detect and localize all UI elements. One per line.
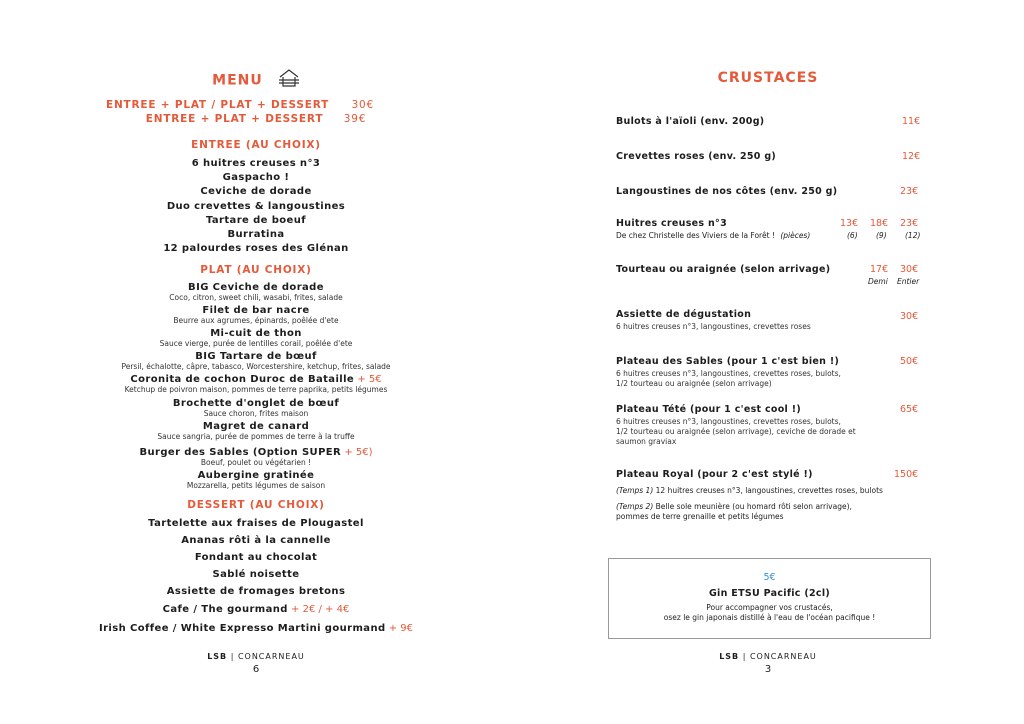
crustace-price: 30€ (900, 264, 919, 275)
formula-1 (0, 99, 496, 111)
entree-section-title: ENTREE (AU CHOIX) (191, 139, 321, 151)
crustace-desc: pommes de terre grenaille et petits légumes (616, 512, 784, 521)
crustaces-title: CRUSTACES (717, 70, 819, 86)
temps-text: Belle sole meunière (ou homard rôti selon arrivage), (655, 502, 852, 511)
pieces-count: (12) (905, 231, 921, 240)
dessert-item: Assiette de fromages bretons (166, 586, 346, 597)
dessert-item-row (0, 604, 512, 615)
crustace-price: 23€ (900, 218, 919, 229)
plat-item: Brochette d'onglet de bœuf (172, 398, 340, 409)
crustace-desc (616, 502, 852, 511)
menu-page-right (512, 0, 1024, 724)
formula-2-label: ENTREE + PLAT + DESSERT (145, 113, 324, 125)
dessert-item: Fondant au chocolat (194, 552, 318, 563)
plat-supplement: + 5€) (344, 447, 373, 458)
plat-desc: Ketchup de poivron maison, pommes de terre paprika, petits légumes (124, 385, 388, 394)
formula-2 (0, 113, 512, 125)
crustace-desc (616, 486, 883, 495)
pieces-label: (pièces) (780, 231, 811, 240)
entree-item: Ceviche de dorade (200, 186, 312, 197)
plat-desc: Sauce vierge, purée de lentilles corail, poêlée d'ete (159, 339, 353, 348)
pieces-count: (9) (876, 231, 887, 240)
gin-price: 5€ (763, 572, 776, 583)
crustace-desc (616, 231, 810, 240)
size-label: Demi (868, 277, 888, 286)
entree-item: Tartare de boeuf (205, 215, 307, 226)
gin-line: Pour accompagner vos crustacés, (706, 603, 833, 612)
plat-item: Burger des Sables (Option SUPER (139, 447, 342, 458)
plat-section-title: PLAT (AU CHOIX) (200, 264, 312, 276)
gin-name: Gin ETSU Pacific (2cl) (708, 588, 831, 599)
plat-item-row (0, 447, 512, 458)
dessert-item: Sablé noisette (212, 569, 300, 580)
crustace-price: 17€ (870, 264, 889, 275)
entree-item: 6 huitres creuses n°3 (191, 158, 321, 169)
crustace-price: 12€ (902, 151, 921, 162)
plat-desc: Beurre aux agrumes, épinards, poêlée d'ete (173, 316, 339, 325)
crustace-item: Bulots à l'aïoli (env. 200g) (616, 116, 765, 127)
menu-title-row (0, 68, 512, 92)
plat-desc: Sauce sangria, purée de pommes de terre à la truffe (157, 432, 355, 441)
dessert-item: Irish Coffee / White Expresso Martini gourmand (98, 623, 386, 634)
plat-item: BIG Ceviche de dorade (188, 282, 324, 293)
formula-1-price: 30€ (351, 99, 375, 111)
crustace-desc: 6 huitres creuses n°3, langoustines, crevettes roses, bulots, (616, 369, 841, 378)
crustace-price: 150€ (894, 469, 919, 480)
footer-brand-name: LSB (719, 652, 740, 661)
plat-supplement: + 5€ (357, 374, 382, 385)
crustace-price: 30€ (900, 311, 919, 322)
menu-title: MENU (212, 72, 263, 89)
formula-1-label: ENTREE + PLAT / PLAT + DESSERT (105, 99, 330, 111)
temps-label: (Temps 1) (616, 486, 654, 495)
plat-desc: Sauce choron, frites maison (203, 409, 309, 418)
crustace-item: Tourteau ou araignée (selon arrivage) (616, 264, 831, 275)
house-icon (278, 68, 300, 92)
plat-desc: Coco, citron, sweet chili, wasabi, frites, salade (169, 293, 343, 302)
plat-item: Filet de bar nacre (202, 305, 310, 316)
crustace-price: 23€ (900, 186, 919, 197)
crustace-price: 50€ (900, 356, 919, 367)
dessert-item-row (0, 623, 512, 634)
plat-desc: Boeuf, poulet ou végétarien ! (200, 458, 312, 467)
gin-line: osez le gin japonais distillé à l'eau de l'océan pacifique ! (663, 613, 876, 622)
dessert-supplement: + 2€ / + 4€ (291, 604, 350, 615)
footer-place: CONCARNEAU (237, 652, 305, 661)
crustace-item: Plateau Royal (pour 2 c'est stylé !) (616, 469, 813, 480)
dessert-item: Cafe / The gourmand (162, 604, 288, 615)
entree-item: Burratina (227, 229, 285, 240)
plat-item: Magret de canard (202, 421, 310, 432)
footer-brand: LSB | CONCARNEAU (719, 652, 817, 661)
plat-item: Mi-cuit de thon (210, 328, 302, 339)
footer-brand-name: LSB (207, 652, 228, 661)
size-label: Entier (897, 277, 920, 286)
crustace-price: 18€ (870, 218, 889, 229)
temps-label: (Temps 2) (616, 502, 654, 511)
crustace-price: 11€ (902, 116, 921, 127)
temps-text: 12 huitres creuses n°3, langoustines, crevettes roses, bulots (655, 486, 883, 495)
plat-item: BIG Tartare de bœuf (195, 351, 317, 362)
plat-desc: Mozzarella, petits légumes de saison (186, 481, 326, 490)
crustace-desc: 1/2 tourteau ou araignée (selon arrivage), ceviche de dorade et (616, 427, 856, 436)
crustace-desc: saumon graviax (616, 437, 677, 446)
crustace-desc: 6 huitres creuses n°3, langoustines, crevettes roses, bulots, (616, 417, 841, 426)
page-number: 3 (764, 664, 772, 675)
crustace-item: Plateau Tété (pour 1 c'est cool !) (616, 404, 801, 415)
formula-2-price: 39€ (343, 113, 367, 125)
crustace-desc: 1/2 tourteau ou araignée (selon arrivage) (616, 379, 772, 388)
entree-item: Gaspacho ! (222, 172, 290, 183)
plat-item: Aubergine gratinée (197, 470, 315, 481)
crustace-desc-text: De chez Christelle des Viviers de la Forêt ! (616, 231, 775, 240)
crustace-item: Plateau des Sables (pour 1 c'est bien !) (616, 356, 840, 367)
plat-desc: Persil, échalotte, câpre, tabasco, Worcestershire, ketchup, frites, salade (121, 362, 391, 371)
crustace-desc: 6 huitres creuses n°3, langoustines, crevettes roses (616, 322, 811, 331)
crustace-price: 65€ (900, 404, 919, 415)
crustace-item: Assiette de dégustation (616, 309, 752, 320)
dessert-item: Tartelette aux fraises de Plougastel (148, 518, 364, 529)
gin-promo-box (608, 558, 931, 639)
footer-brand: LSB | CONCARNEAU (207, 652, 305, 661)
crustace-item: Huitres creuses n°3 (616, 218, 728, 229)
plat-item: Coronita de cochon Duroc de Bataille (130, 374, 355, 385)
crustace-price: 13€ (840, 218, 859, 229)
footer-place: CONCARNEAU (749, 652, 817, 661)
crustace-item: Crevettes roses (env. 250 g) (616, 151, 777, 162)
pieces-count: (6) (847, 231, 858, 240)
entree-item: Duo crevettes & langoustines (166, 201, 346, 212)
dessert-supplement: + 9€ (388, 623, 414, 634)
plat-item-row (0, 374, 512, 385)
page-number: 6 (252, 664, 260, 675)
dessert-section-title: DESSERT (AU CHOIX) (187, 499, 325, 511)
entree-item: 12 palourdes roses des Glénan (163, 243, 349, 254)
crustace-item: Langoustines de nos côtes (env. 250 g) (616, 186, 838, 197)
dessert-item: Ananas rôti à la cannelle (181, 535, 331, 546)
